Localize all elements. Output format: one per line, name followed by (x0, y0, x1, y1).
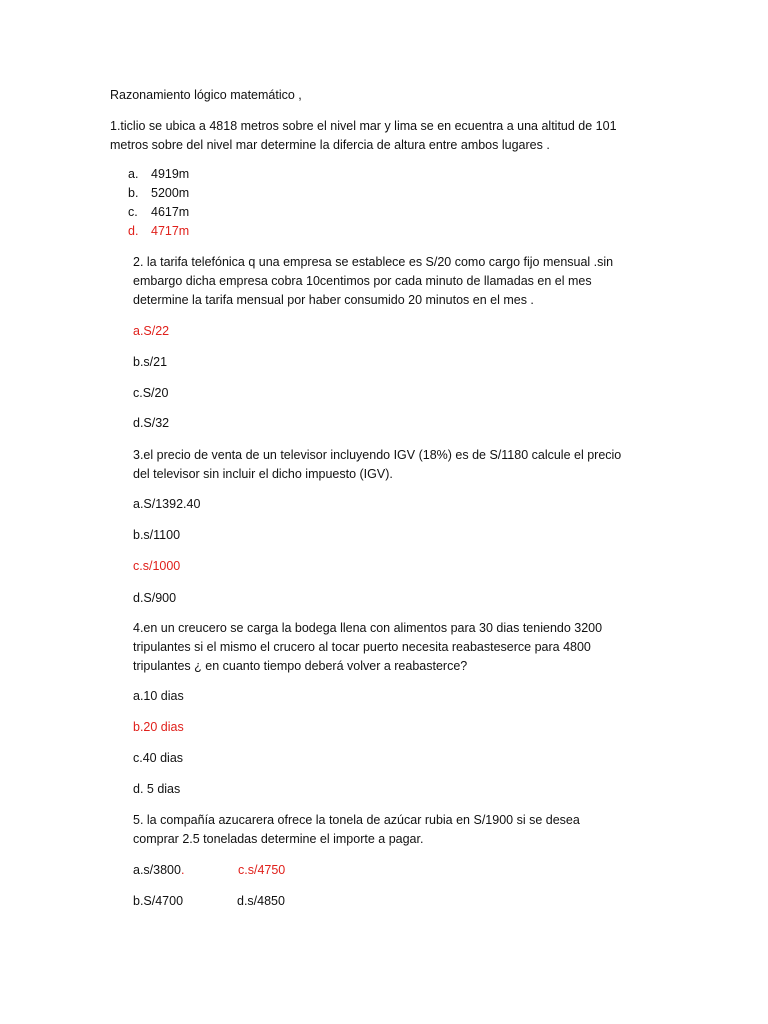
q1-option-c-marker: c. (128, 205, 138, 219)
q1-option-a (128, 166, 190, 182)
q5-option-a-dot: . (180, 863, 185, 877)
q5-line-1: 5. la compañía azucarera ofrece la tonela de azúcar rubia en S/1900 si se desea (133, 813, 580, 827)
q1-option-c-text: 4617m (151, 205, 190, 219)
q2-line-1: 2. la tarifa telefónica q una empresa se establece es S/20 como cargo fijo mensual .sin (133, 255, 614, 269)
q4-line-3: tripulantes ¿ en cuanto tiempo deberá volver a reabasterce? (133, 659, 468, 673)
q1-option-b-marker: b. (128, 186, 139, 200)
q3-option-b: b.s/1100 (133, 528, 181, 542)
q4-option-d: d. 5 dias (133, 782, 181, 796)
q1-option-d-marker: d. (128, 224, 139, 238)
q1-option-c (128, 204, 190, 220)
q3-option-d: d.S/900 (133, 591, 177, 605)
page-title: Razonamiento lógico matemático , (110, 88, 302, 102)
q5-option-c-answer: c.s/4750 (238, 863, 286, 877)
q1-option-b-text: 5200m (151, 186, 190, 200)
q3-line-2: del televisor sin incluir el dicho impuesto (IGV). (133, 467, 393, 481)
q1-option-d-answer (128, 223, 190, 239)
q1-option-a-text: 4919m (151, 167, 190, 181)
q5-line-2: comprar 2.5 toneladas determine el importe a pagar. (133, 832, 424, 846)
q5-option-b: b.S/4700 (133, 894, 184, 908)
q2-line-2: embargo dicha empresa cobra 10centimos por cada minuto de llamadas en el mes (133, 274, 592, 288)
q1-line-2: metros sobre del nivel mar determine la difercia de altura entre ambos lugares . (110, 138, 550, 152)
q2-option-c: c.S/20 (133, 386, 169, 400)
q1-option-d-text: 4717m (151, 224, 190, 238)
q3-option-c-answer: c.s/1000 (133, 559, 181, 573)
q5-option-d: d.s/4850 (237, 894, 285, 908)
q5-option-a (133, 862, 184, 878)
q2-option-b: b.s/21 (133, 355, 168, 369)
q2-option-d: d.S/32 (133, 416, 170, 430)
q4-option-a: a.10 dias (133, 689, 184, 703)
q4-option-b-answer: b.20 dias (133, 720, 184, 734)
q4-option-c: c.40 dias (133, 751, 184, 765)
q2-option-a-answer: a.S/22 (133, 324, 170, 338)
q3-line-1: 3.el precio de venta de un televisor incluyendo IGV (18%) es de S/1180 calcule el precio (133, 448, 622, 462)
q5-option-a-text: a.s/3800 (133, 863, 181, 877)
q1-line-1: 1.ticlio se ubica a 4818 metros sobre el nivel mar y lima se en ecuentra a una altitud de 101 (110, 119, 617, 133)
q3-option-a: a.S/1392.40 (133, 497, 201, 511)
q4-line-2: tripulantes si el mismo el crucero al tocar puerto necesita reabasteserce para 4800 (133, 640, 591, 654)
q2-line-3: determine la tarifa mensual por haber consumido 20 minutos en el mes . (133, 293, 534, 307)
q4-line-1: 4.en un creucero se carga la bodega llena con alimentos para 30 dias teniendo 3200 (133, 621, 603, 635)
q1-option-b (128, 185, 190, 201)
q1-option-a-marker: a. (128, 167, 139, 181)
